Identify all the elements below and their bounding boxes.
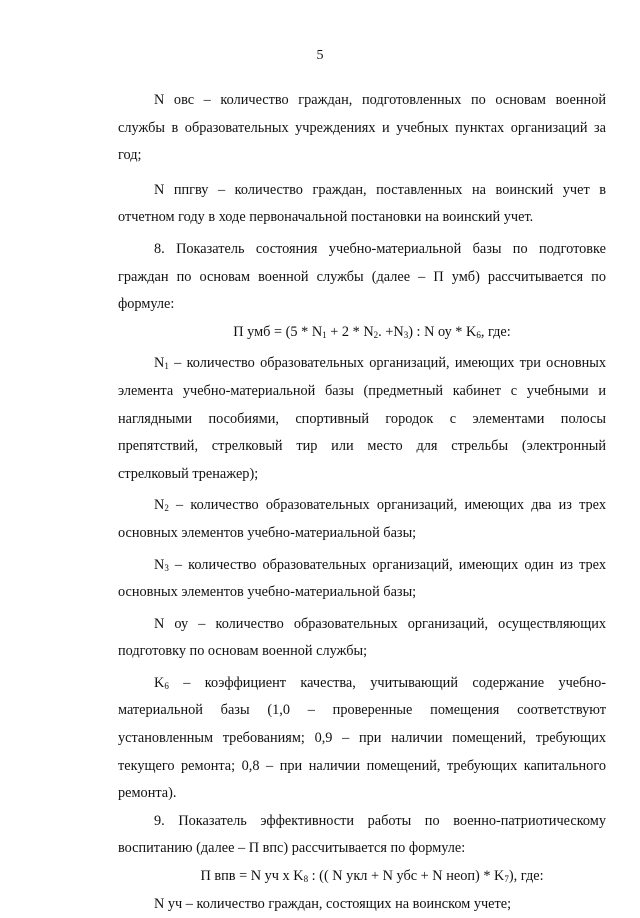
formula-subscript: 6 xyxy=(476,329,481,340)
definition-subscript: 1 xyxy=(164,361,169,372)
formula-text: П впв = N уч x K xyxy=(200,868,304,885)
definition-symbol: N оу xyxy=(154,615,189,632)
formula-text: , где: xyxy=(480,323,511,340)
definition-text: – количество образовательных организаций, имеющих один из трех основных элементов учебно-материальной базы; xyxy=(118,556,606,601)
formula-text: ) : N оу * K xyxy=(408,323,477,340)
formula-subscript: 1 xyxy=(322,329,327,340)
paragraph-item-9: 9. Показатель эффективности работы по военно-патриотическому воспитанию (далее – П впс) рассчитывается по формуле: xyxy=(118,812,606,857)
definition-symbol: K xyxy=(154,674,165,691)
definition-text: – количество образовательных организаций, имеющих три основных элемента учебно-материальной базы (предметный кабинет с учебными и наглядными пособиями, спортивный городок с элементами полосы препятствий, стрелковый тир или место для стрельбы (электронный стрелковый тренажер); xyxy=(118,355,606,482)
page-number: 5 xyxy=(316,48,324,63)
formula-text: : (( N укл + N убс + N неоп) * K xyxy=(308,868,505,885)
paragraph-n-ovs: N овс – количество граждан, подготовленных по основам военной службы в образовательных учреждениях и учебных пунктах организаций за год; xyxy=(118,92,606,164)
formula-p-umb xyxy=(118,319,606,347)
formula-subscript: 8 xyxy=(303,874,309,885)
definition-text: – коэффициент качества, учитывающий содержание учебно-материальной базы (1,0 – проверенные помещения соответствуют установленным требованиям; 0,9 – при наличии помещений, требующих текущего ремонта; 0,8 – при наличии помещений, требующих капитального ремонта). xyxy=(118,674,606,802)
definition-n-ou xyxy=(118,611,606,666)
definition-subscript: 6 xyxy=(164,680,169,691)
definition-symbol: N xyxy=(154,497,165,514)
definition-n-uch: N уч – количество граждан, состоящих на воинском учете; xyxy=(154,895,512,912)
definition-k6 xyxy=(118,670,606,808)
formula-subscript: 2 xyxy=(373,329,379,340)
formula-subscript: 3 xyxy=(403,329,409,340)
definition-n3 xyxy=(118,552,606,607)
paragraph-n-ppgvu: N ппгву – количество граждан, поставленных на воинский учет в отчетном году в ходе первоначальной постановки на воинский учет. xyxy=(118,181,606,226)
formula-text: ), где: xyxy=(508,868,544,885)
formula-p-vpv xyxy=(118,863,606,891)
paragraph-item-8: 8. Показатель состояния учебно-материальной базы по подготовке граждан по основам военной службы (далее – П умб) рассчитывается по формуле: xyxy=(118,240,606,313)
definition-subscript: 2 xyxy=(164,503,169,514)
formula-text: . +N xyxy=(378,323,404,340)
definition-text: – количество образовательных организаций, осуществляющих подготовку по основам военной службы; xyxy=(118,615,607,660)
definition-text: – количество образовательных организаций, имеющих два из трех основных элементов учебно-материальной базы; xyxy=(118,497,606,541)
definition-subscript: 3 xyxy=(164,562,169,573)
definition-symbol: N xyxy=(154,355,165,372)
formula-text: П умб = (5 * N xyxy=(233,323,323,340)
document-body xyxy=(118,87,606,918)
definition-n1 xyxy=(118,350,606,488)
formula-text: + 2 * N xyxy=(326,323,374,340)
definition-n2 xyxy=(118,492,606,547)
formula-subscript: 7 xyxy=(504,874,509,885)
definition-symbol: N xyxy=(154,556,165,573)
